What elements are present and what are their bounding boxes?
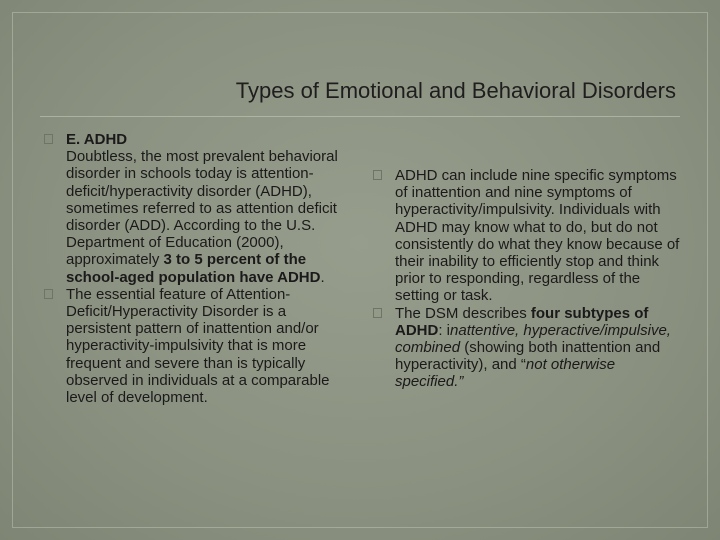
text-segment: : i — [438, 321, 451, 339]
italic-segment: nattentive, hyperactive/impulsive, combined — [395, 321, 671, 357]
bullet-item-essential-feature — [44, 286, 354, 406]
slide-title: Types of Emotional and Behavioral Disorders — [235, 78, 676, 103]
text-segment: Doubtless, the most prevalent behavioral disorder in schools today is attention-deficit/hyperactivity disorder (ADHD), sometimes referred to as attention deficit disorder (ADD). According to the U.S. Department of Education (2000), approximately — [66, 148, 338, 269]
bullet-item-subtypes — [373, 305, 683, 391]
bullet-item-adhd — [44, 131, 354, 286]
square-bullet-icon — [44, 134, 53, 144]
bold-segment: 3 to 5 percent of the school-aged population have ADHD — [66, 251, 321, 286]
text-segment: . — [320, 268, 325, 286]
bullet-text: ADHD can include nine specific symptoms of inattention and nine symptoms of hyperactivity/impulsivity. Individuals with ADHD may know what to do, but do not consistently do what they know because of their inability to efficiently stop and think prior to responding, regardless of the setting or task. — [395, 167, 680, 305]
right-column — [373, 167, 683, 391]
italic-segment: not otherwise specified.” — [395, 356, 616, 391]
square-bullet-icon — [373, 170, 382, 180]
bullet-text: The essential feature of Attention-Deficit/Hyperactivity Disorder is a persistent pattern of inattention and/or hyperactivity-impulsivity that is more frequent and severe than is typically observed in individuals at a comparable level of development. — [66, 285, 330, 407]
bold-segment: four subtypes of ADHD — [395, 304, 649, 339]
left-column — [44, 131, 354, 406]
bullet-text — [395, 305, 683, 391]
bullet-item-symptoms — [373, 167, 683, 305]
text-segment: The DSM describes — [395, 304, 531, 322]
text-segment: (showing both inattention and hyperactivity), and “ — [395, 339, 661, 374]
bullet-text — [66, 131, 354, 286]
square-bullet-icon — [44, 289, 53, 299]
square-bullet-icon — [373, 308, 382, 318]
title-divider — [40, 116, 680, 117]
bullet-heading: E. ADHD — [66, 131, 128, 148]
